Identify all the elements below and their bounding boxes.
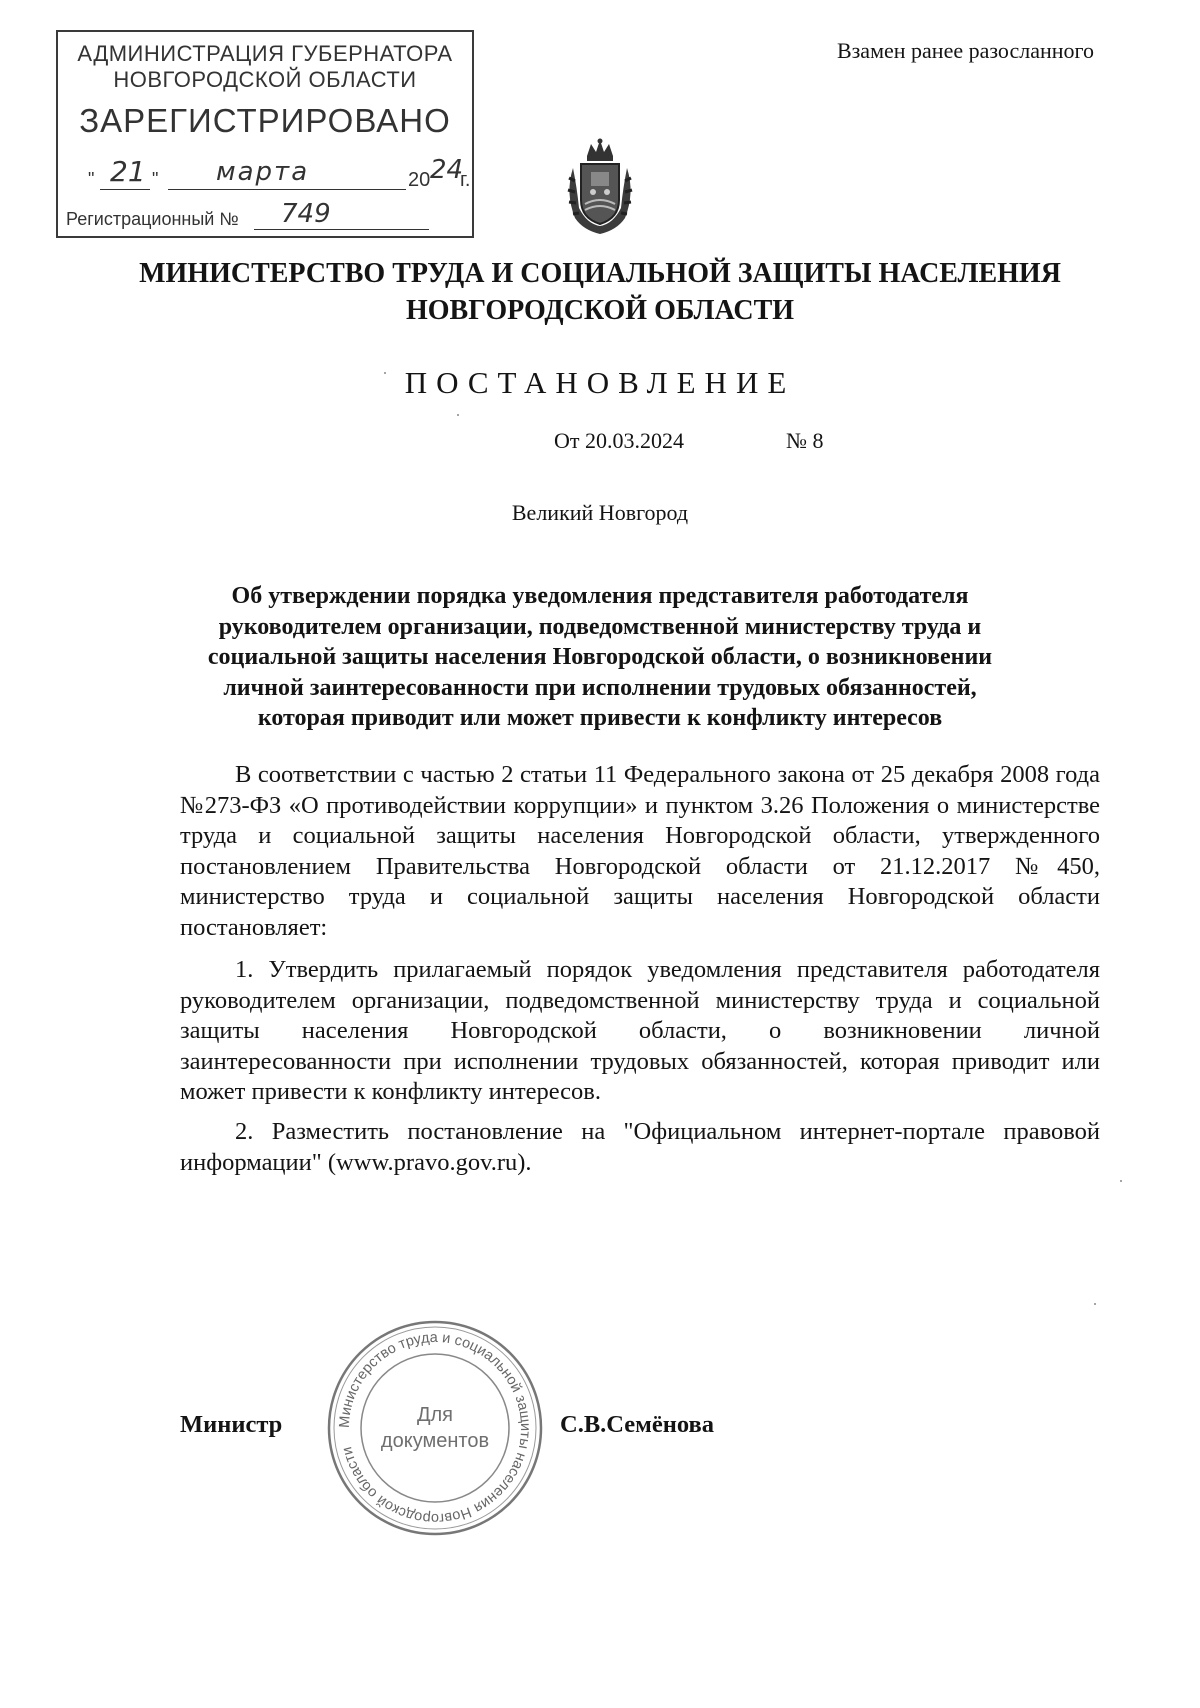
scan-speck: [1094, 1303, 1096, 1305]
scan-speck: [457, 414, 459, 416]
stamp-year-prefix: 20: [408, 169, 431, 191]
stamp-day: 21: [110, 155, 146, 188]
replace-note: Взамен ранее разосланного: [836, 38, 1094, 63]
subject-line: Об утверждении порядка уведомления представителя работодателя: [231, 583, 969, 609]
city: Великий Новгород: [511, 500, 689, 525]
stamp-day-underline: [100, 189, 150, 190]
signer-title: Министр: [180, 1411, 283, 1438]
stamp-year-handwritten: 24: [430, 155, 464, 185]
seal-center-line2: документов: [380, 1430, 490, 1452]
preamble-paragraph: В соответствии с частью 2 статьи 11 Федерального закона от 25 декабря 2008 года №273-ФЗ «О противодействии коррупции» и пунктом 3.26 Положения о министерстве труда и социальной защиты населения Новгородской области, утвержденного постановлением Правительства Новгородской области от 21.12.2017 №450, министерство труда и социальной защиты населения Новгородской области постановляет:: [180, 761, 1100, 941]
stamp-org-line1: АДМИНИСТРАЦИЯ ГУБЕРНАТОРА: [77, 41, 453, 66]
seal-center-line1: Для: [416, 1404, 454, 1426]
stamp-number: 749: [281, 199, 331, 229]
document-number: № 8: [786, 428, 824, 453]
ministry-name-line1: МИНИСТЕРСТВО ТРУДА И СОЦИАЛЬНОЙ ЗАЩИТЫ НАСЕЛЕНИЯ: [139, 258, 1061, 289]
scan-speck: [1120, 1180, 1122, 1182]
subject-line: которая приводит или может привести к конфликту интересов: [257, 705, 943, 731]
clause-1-paragraph: 1. Утвердить прилагаемый порядок уведомления представителя работодателя руководителем организации, подведомственной министерству труда и социальной защиты населения Новгородской области, о возникновении личной заинтересованности при исполнении трудовых обязанностей, которая приводит или может привести к конфликту интересов.: [180, 956, 1100, 1105]
ministry-name-line2: НОВГОРОДСКОЙ ОБЛАСТИ: [405, 295, 795, 326]
stamp-year-g: г.: [460, 169, 471, 191]
stamp-number-row: [66, 199, 466, 233]
subject-line: личной заинтересованности при исполнении трудовых обязанностей,: [223, 674, 977, 701]
document-date: От 20.03.2024: [554, 428, 685, 453]
stamp-month-underline: [168, 189, 406, 190]
clause-2-paragraph: 2. Разместить постановление на "Официальном интернет-портале правовой информации" (www.pravo.gov.ru).: [180, 1118, 1100, 1176]
official-seal: [325, 1318, 545, 1538]
registration-stamp: [56, 30, 474, 238]
stamp-number-label: Регистрационный №: [66, 209, 239, 229]
document-subject: [150, 581, 1050, 734]
stamp-org-line2: НОВГОРОДСКОЙ ОБЛАСТИ: [113, 67, 417, 92]
subject-line: социальной защиты населения Новгородской области, о возникновении: [207, 644, 993, 670]
seal-ring-text: Министерство труда и социальной защиты населения Новгородской области: [336, 1329, 534, 1527]
stamp-month: марта: [216, 157, 310, 187]
stamp-title: ЗАРЕГИСТРИРОВАНО: [79, 102, 451, 139]
stamp-date-row: [88, 155, 471, 197]
subject-line: руководителем организации, подведомственной министерству труда и: [218, 613, 982, 640]
signer-name: С.В.Семёнова: [560, 1411, 714, 1438]
coat-of-arms-icon: [563, 138, 637, 236]
stamp-number-underline: [254, 229, 429, 230]
scan-speck: [384, 372, 386, 374]
stamp-quote-open: ": [88, 169, 95, 189]
stamp-quote-close: ": [152, 169, 159, 189]
document-type: ПОСТАНОВЛЕНИЕ: [404, 365, 796, 400]
